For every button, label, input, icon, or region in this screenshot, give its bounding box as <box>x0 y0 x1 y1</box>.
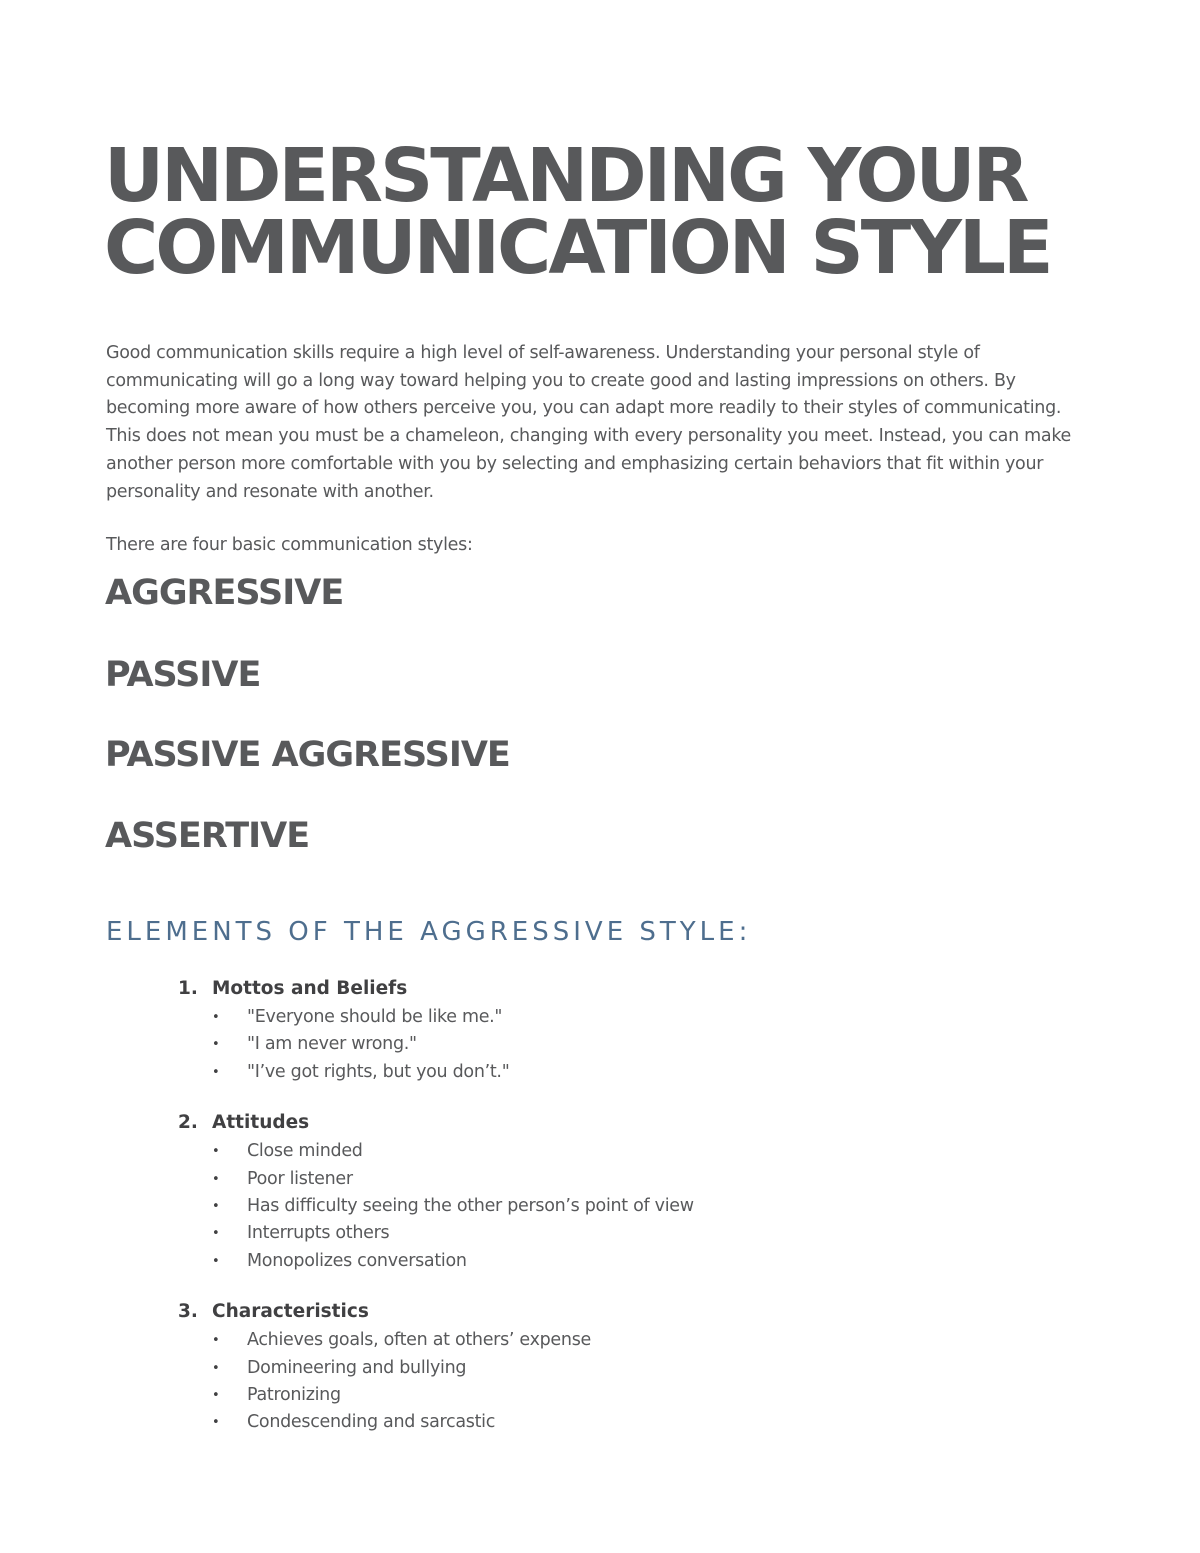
list-item <box>212 1166 1078 1193</box>
page-title-line-1: UNDERSTANDING YOUR <box>104 133 1027 219</box>
list-item <box>212 1355 1078 1382</box>
bullet-icon: • <box>212 1333 220 1349</box>
list-item-text: Domineering and bullying <box>247 1357 467 1378</box>
bullet-icon: • <box>212 1387 220 1403</box>
bullet-icon: • <box>212 1144 220 1160</box>
element-number: 1. <box>178 978 198 999</box>
element-number: 2. <box>178 1112 198 1134</box>
elements-list <box>178 974 1078 1459</box>
list-item <box>212 1004 1078 1031</box>
bullet-list <box>178 1138 1078 1275</box>
styles-lead-text: There are four basic communication styles: <box>106 535 473 555</box>
list-item-text: Has difficulty seeing the other person’s point of view <box>247 1195 694 1216</box>
bullet-icon: • <box>212 1415 220 1431</box>
list-item-text: Poor listener <box>247 1168 353 1189</box>
list-item <box>212 1220 1078 1247</box>
element-heading <box>178 1108 1078 1138</box>
list-item <box>212 1031 1078 1058</box>
bullet-list <box>178 1327 1078 1437</box>
section-heading-aggressive-elements: ELEMENTS OF THE AGGRESSIVE STYLE: <box>106 917 752 947</box>
element-title: Characteristics <box>212 1301 369 1323</box>
bullet-icon: • <box>212 1198 220 1214</box>
list-item-text: "I am never wrong." <box>247 1034 417 1055</box>
style-passive-aggressive: PASSIVE AGGRESSIVE <box>105 735 510 775</box>
element-heading <box>178 974 1078 1004</box>
element-heading <box>178 1297 1078 1327</box>
list-item <box>212 1382 1078 1409</box>
element-attitudes <box>178 1108 1078 1275</box>
style-aggressive: AGGRESSIVE <box>105 573 344 613</box>
element-characteristics <box>178 1297 1078 1437</box>
bullet-list <box>178 1004 1078 1086</box>
style-assertive: ASSERTIVE <box>105 816 310 856</box>
list-item <box>212 1409 1078 1436</box>
bullet-icon: • <box>212 1010 220 1025</box>
list-item-text: Close minded <box>247 1141 363 1162</box>
list-item-text: Achieves goals, often at others’ expense <box>247 1330 591 1351</box>
style-passive: PASSIVE <box>105 655 261 695</box>
list-item-text: Monopolizes conversation <box>247 1250 467 1271</box>
element-mottos-and-beliefs <box>178 974 1078 1086</box>
list-item-text: "Everyone should be like me." <box>247 1007 503 1027</box>
element-title: Attitudes <box>212 1112 310 1134</box>
list-item-text: Interrupts others <box>247 1223 390 1244</box>
bullet-icon: • <box>212 1171 220 1187</box>
list-item <box>212 1193 1078 1220</box>
page-title <box>104 133 1051 291</box>
list-item <box>212 1138 1078 1165</box>
bullet-icon: • <box>212 1253 220 1269</box>
page-title-line-2: COMMUNICATION STYLE <box>104 205 1051 291</box>
bullet-icon: • <box>212 1360 220 1376</box>
bullet-icon: • <box>212 1064 220 1080</box>
element-title: Mottos and Beliefs <box>212 978 408 999</box>
intro-paragraph: Good communication skills require a high level of self-awareness. Understanding your personal style of communicating will go a long way toward helping you to create good and lasting impressions on others. By becoming more aware of how others perceive you, you can adapt more readily to their styles of communicating. This does not mean you must be a chameleon, changing with every personality you meet. Instead, you can make another person more comfortable with you by selecting and emphasizing certain behaviors that fit within your personality and resonate with another. <box>106 343 1071 502</box>
list-item-text: Patronizing <box>247 1384 341 1405</box>
bullet-icon: • <box>212 1037 220 1053</box>
list-item-text: "I’ve got rights, but you don’t." <box>247 1061 510 1082</box>
list-item <box>212 1248 1078 1275</box>
bullet-icon: • <box>212 1226 220 1242</box>
list-item <box>212 1059 1078 1086</box>
element-number: 3. <box>178 1301 198 1323</box>
list-item <box>212 1327 1078 1354</box>
list-item-text: Condescending and sarcastic <box>247 1412 496 1433</box>
